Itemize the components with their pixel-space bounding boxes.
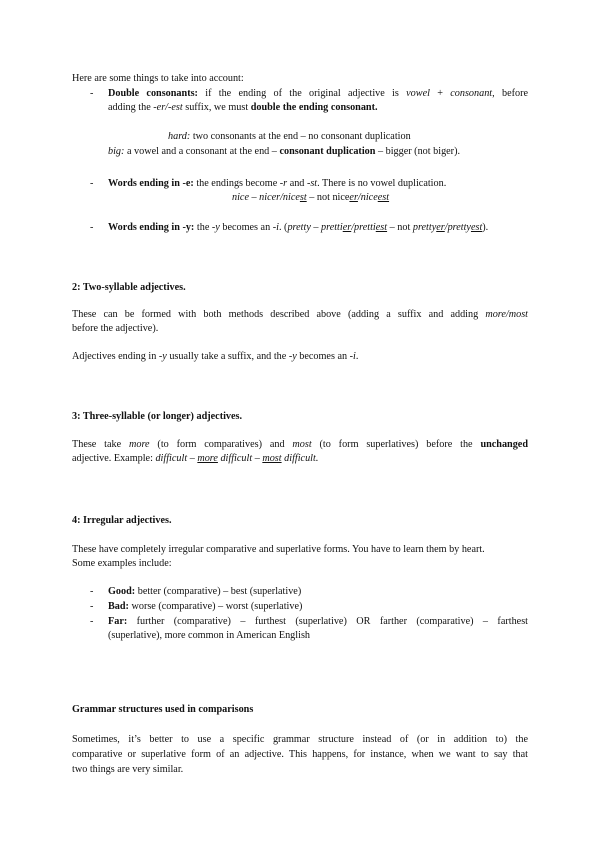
- grammar-paragraph-line1: Sometimes, it’s better to use a specific grammar structure instead of (or in addition to) the: [72, 734, 528, 745]
- grammar-paragraph-line2: comparative or superlative form of an adjective. This happens, for instance, when we want to say that: [72, 749, 528, 760]
- example-nice: nice – nicer/nicest – not niceer/niceest: [232, 192, 390, 203]
- sec4-paragraph-line2: Some examples include:: [72, 558, 172, 569]
- list-item-bad: Bad: worse (comparative) – worst (superlative): [108, 601, 303, 612]
- list-item-good: Good: better (comparative) – best (superlative): [108, 586, 302, 597]
- list-item-far-line2: (superlative), more common in American English: [108, 630, 310, 641]
- bullet-mark: -: [90, 601, 94, 612]
- section-heading-grammar: Grammar structures used in comparisons: [72, 704, 254, 715]
- sec2-paragraph2: Adjectives ending in -y usually take a suffix, and the -y becomes an -i.: [72, 351, 359, 362]
- bullet-mark: -: [90, 616, 94, 627]
- sec2-paragraph1-line1: These can be formed with both methods described above (adding a suffix and adding more/most: [72, 309, 528, 320]
- rule-double-consonants-line2: adding the -er/-est suffix, we must double the ending consonant.: [108, 102, 378, 113]
- sec4-paragraph-line1: These have completely irregular comparative and superlative forms. You have to learn them by heart.: [72, 544, 485, 555]
- section-heading-irregular: 4: Irregular adjectives.: [72, 515, 172, 526]
- example-big: big: a vowel and a consonant at the end – consonant duplication – bigger (not biger).: [108, 146, 461, 157]
- bullet-mark: -: [90, 586, 94, 597]
- rule-ending-y: Words ending in -y: the -y becomes an -i. (pretty – prettier/prettiest – not prettyer/prettyest).: [108, 222, 489, 233]
- grammar-paragraph-line3: two things are very similar.: [72, 764, 184, 775]
- bullet-mark: -: [90, 178, 94, 189]
- sec2-paragraph1-line2: before the adjective).: [72, 323, 159, 334]
- example-hard: hard: two consonants at the end – no consonant duplication: [168, 131, 411, 142]
- bullet-mark: -: [90, 222, 94, 233]
- sec3-paragraph-line2: adjective. Example: difficult – more difficult – most difficult.: [72, 453, 319, 464]
- bullet-mark: -: [90, 88, 94, 99]
- sec3-paragraph-line1: These take more (to form comparatives) and most (to form superlatives) before the unchanged: [72, 439, 528, 450]
- rule-double-consonants-line1: Double consonants: if the ending of the original adjective is vowel + consonant, before: [108, 88, 528, 99]
- rule-ending-e: Words ending in -e: the endings become -r and -st. There is no vowel duplication.: [108, 178, 447, 189]
- intro-text: Here are some things to take into account:: [72, 73, 244, 84]
- section-heading-two-syllable: 2: Two-syllable adjectives.: [72, 282, 186, 293]
- section-heading-three-syllable: 3: Three-syllable (or longer) adjectives.: [72, 411, 243, 422]
- list-item-far-line1: Far: further (comparative) – furthest (superlative) OR farther (comparative) – farthest: [108, 616, 528, 627]
